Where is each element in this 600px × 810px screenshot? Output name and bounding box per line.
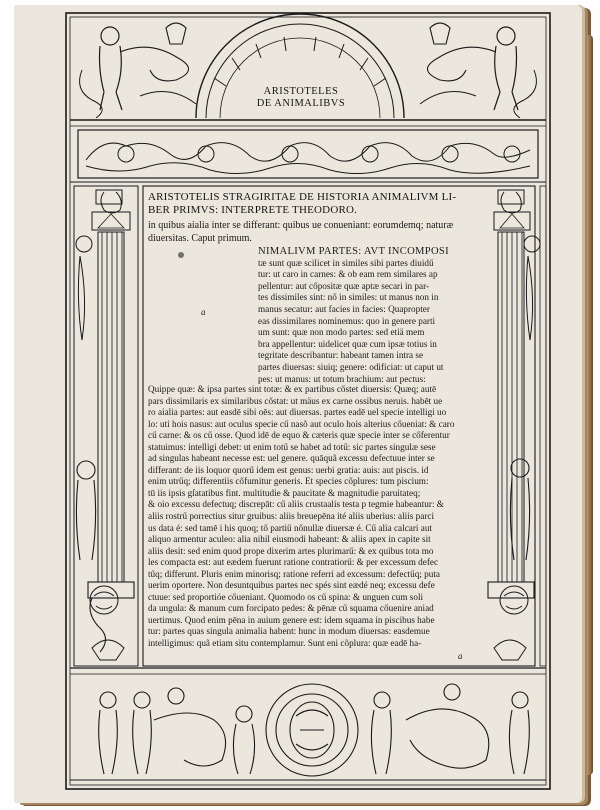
- book-title: [148, 191, 528, 217]
- body-line: pars dissimilaris ex similaribus cőstat: ut mäus ex carne ossibus neruis. habēt ue: [148, 395, 443, 406]
- para-line: eas dissimilares nominemus: quo in genere parti: [258, 315, 436, 326]
- body-line: uerim oportere. Non desuntquibus partes nec spés sint eædé neq; excessu defe: [148, 580, 435, 591]
- body-line: lo: uti hois nasus: aut oculus specie cű nasõ aut oculo hois alterius cőueniat: & caro: [148, 418, 455, 429]
- left-pillar: [74, 186, 138, 666]
- marginal-letter-a: a: [201, 307, 206, 317]
- body-line: enim utrűq; differentiis cőfumitur generis. Et species cőplures: tum piscium:: [148, 476, 429, 487]
- intro-line-2: diuersitas. Caput primum.: [148, 233, 252, 244]
- body-line: intelligimus: quã etiam situ contemplamur. Sunt eni cõplura: quæ eadē ha-: [148, 638, 422, 649]
- body-line: da ungula: & manum cum forcipato pedes: & pēnæ cű squama cőuenire aniad: [148, 603, 434, 614]
- para-line: tes dissimiles sint: nő in similes: ut manus non in: [258, 292, 439, 303]
- opening-paragraph: [258, 246, 528, 385]
- para-line: NIMALIVM PARTES: AVT INCOMPOSI: [258, 246, 449, 257]
- para-line: pes: ut manus: ut totum brachium: aut pectus:: [258, 373, 426, 384]
- body-line: ctuue: sed proportióe cőueniant. Quomodo os cű spina: & unguen cum soli: [148, 591, 424, 602]
- body-line: Quippe quæ: & ipsa partes sint totæ: & ex partibus cőstet diuersis: Quæq; autē: [148, 384, 437, 394]
- body-line: & oio excessu defectuq; discrepāt: cű aliis crustaalis testa p tegmie habeantur: &: [148, 499, 444, 510]
- body-line: differant: de iis loquor quorű idem est genus: uerbi gratia: auis: aut piscis. id: [148, 464, 429, 475]
- para-line: bra appellentur: uidelicet quæ cum ipsæ totius in: [258, 338, 437, 349]
- para-line: tur: ut caro in carnes: & ob eam rem similares ap: [258, 269, 438, 280]
- para-line: tegritate describantur: habeant tamen intra se: [258, 350, 424, 361]
- woodcut-heading: [241, 86, 361, 110]
- body-line: tū iis ipsis gſatatibus fint. multitudie & paucitate & magnitudie paruitateq;: [148, 487, 421, 498]
- para-line: um sunt: quæ non modo partes: sed etiä mem: [258, 327, 425, 338]
- title-line-2: BER PRIMVS: INTERPRETE THEODORO.: [148, 204, 358, 216]
- body-line: les compacta est: aut eædem fuerunt ratione contratiorű: & per excessum defec: [148, 557, 439, 568]
- heading-line-1: ARISTOTELES: [263, 86, 339, 97]
- body-line: ad singulas habeant necesse est: uel genere. quāquã excessu defectuue inter se: [148, 453, 435, 464]
- body-line: uertimus. Quod enim pēna in auium genere est: idem squama in piscibus habe: [148, 614, 435, 625]
- title-line-1: ARISTOTELIS STRAGIRITAE DE HISTORIA ANIMALIVM LI-: [148, 191, 457, 203]
- body-line: tűq; differunt. Pluris enim minorisq; ratione referri ad excessum: defectűq; puta: [148, 568, 440, 579]
- frieze-ornament: [86, 143, 530, 174]
- para-line: partes diuersas: siuiq; genere: odificiat: ut caput ut: [258, 361, 444, 372]
- para-line: pellentur: aut cőpositæ quæ aptæ secari in par-: [258, 280, 430, 291]
- body-line: ro aialia partes: aut easdē sibi oēs: aut diuersas. partes eadē uel specie intelligi uo: [148, 407, 447, 418]
- chapter-intro: [148, 219, 528, 245]
- body-line: aliquo armentur aculeo: alia nihil eiusmodi habeant: & aliis apex in capite sit: [148, 534, 431, 545]
- para-line: manus secatur: aut facies in facies: Quapropter: [258, 303, 430, 314]
- body-line: aliis desit: sed enim quod prope dixerim artes plurimarű: & ex quibus tota mo: [148, 545, 434, 556]
- bottom-ornament: [99, 684, 530, 776]
- body-line: cű carne: & os cű osse. Quod idē de equo & cæteris quæ specie inter se cőferentur: [148, 430, 450, 441]
- para-line: tæ sunt quæ scilicet in similes sibi partes diuidű: [258, 257, 434, 268]
- intro-line-1: in quibus aialia inter se differant: quibus ue conueniant: eorumdemq; naturæ: [148, 220, 454, 231]
- heading-line-2: DE ANIMALIBVS: [256, 98, 346, 109]
- body-line: us data é: sed tamē i his quoq; tő partiű nőnullæ diuersæ é. Cű alia calcari aut: [148, 522, 432, 533]
- marginal-letter-a: a: [458, 651, 463, 661]
- body-line: tur: partes quas singula animalia habent: hunc in modum diuersas: easdemue: [148, 626, 430, 637]
- main-text: [148, 384, 528, 650]
- body-line: statuimus: intelligi debet: ut enim totű se habet ad totű: sic partes singulæ sese: [148, 441, 436, 452]
- initial-letter-space: [178, 252, 254, 332]
- body-line: aliis rostrű porrectius situr gruibus: aliis breuepēna ité aliis uberius: aliis parci: [148, 511, 435, 522]
